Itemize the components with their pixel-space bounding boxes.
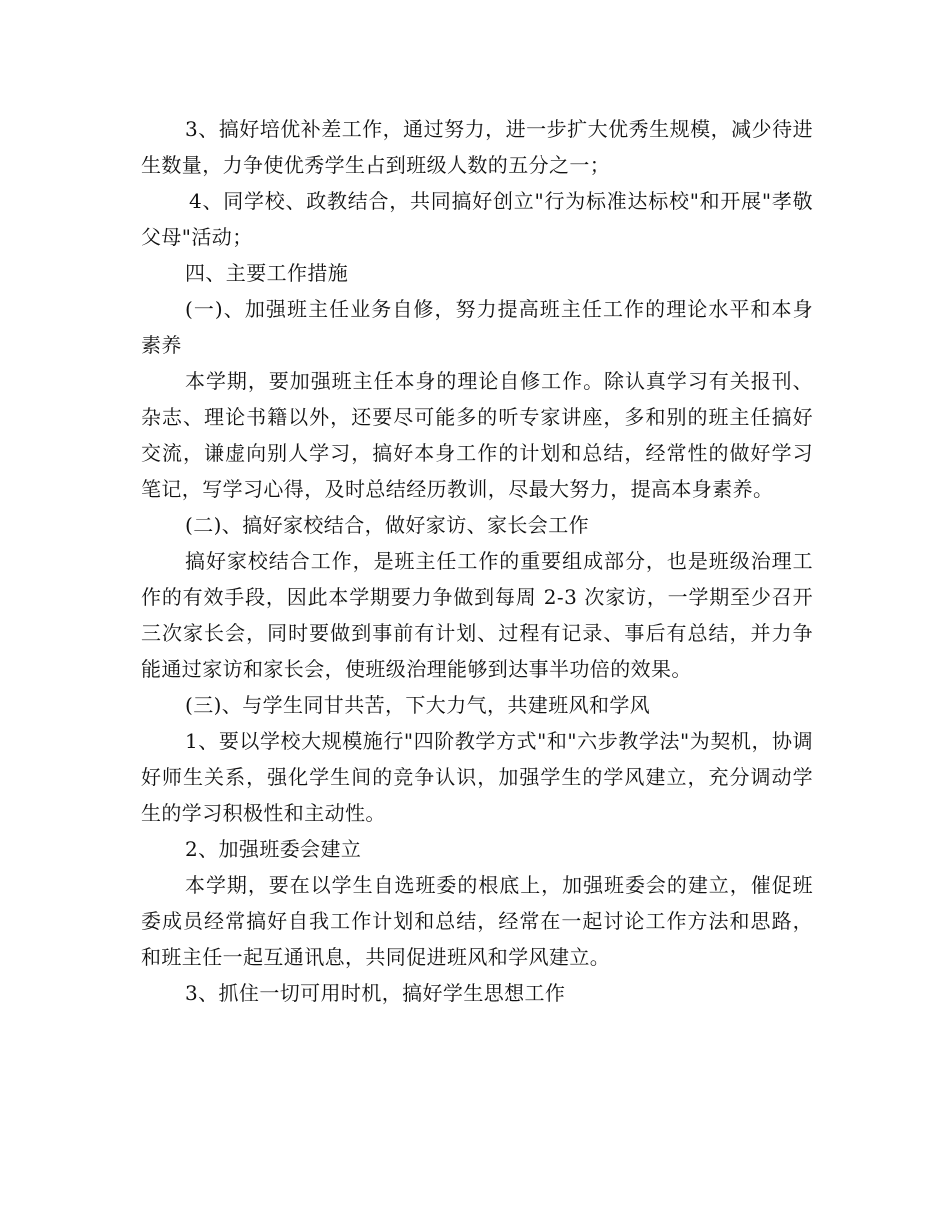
subheading-measure-3: (三)、与学生同甘共苦，下大力气，共建班风和学风 xyxy=(185,693,651,717)
paragraph-home-school: 搞好家校结合工作，是班主任工作的重要组成部分，也是班级治理工作的有效手段，因此本学期要力争做到每周 2-3 次家访，一学期至少召开三次家长会，同时要做到事前有计划、过程有记录、事后有总结，并力争能通过家访和家长会，使班级治理能够到达事半功倍的效果。 xyxy=(141,549,813,681)
subheading-measure-2: (二)、搞好家校结合，做好家访、家长会工作 xyxy=(185,513,590,537)
paragraph-class-committee: 本学期，要在以学生自选班委的根底上，加强班委会的建立，催促班委成员经常搞好自我工作计划和总结，经常在一起讨论工作方法和思路，和班主任一起互通讯息，共同促进班风和学风建立。 xyxy=(141,873,813,969)
paragraph-goal-4: 4、同学校、政教结合，共同搞好创立"行为标准达标校"和开展"孝敬父母"活动； xyxy=(141,189,813,249)
document-body xyxy=(141,111,813,1011)
paragraph-self-study: 本学期，要加强班主任本身的理论自修工作。除认真学习有关报刊、杂志、理论书籍以外，还要尽可能多的听专家讲座，多和别的班主任搞好交流，谦虚向别人学习，搞好本身工作的计划和总结，经常性的做好学习笔记，写学习心得，及时总结经历教训，尽最大努力，提高本身素养。 xyxy=(141,369,813,501)
paragraph-goal-3: 3、搞好培优补差工作，通过努力，进一步扩大优秀生规模，减少待进生数量，力争使优秀学生占到班级人数的五分之一； xyxy=(141,117,813,177)
paragraph-item-1: 1、要以学校大规模施行"四阶教学方式"和"六步教学法"为契机，协调好师生关系，强化学生间的竞争认识，加强学生的学风建立，充分调动学生的学习积极性和主动性。 xyxy=(141,729,813,825)
paragraph-item-2: 2、加强班委会建立 xyxy=(185,837,362,861)
subheading-measure-1: (一)、加强班主任业务自修，努力提高班主任工作的理论水平和本身素养 xyxy=(141,297,813,357)
section-heading-measures: 四、主要工作措施 xyxy=(185,261,349,285)
paragraph-item-3: 3、抓住一切可用时机，搞好学生思想工作 xyxy=(185,981,566,1005)
